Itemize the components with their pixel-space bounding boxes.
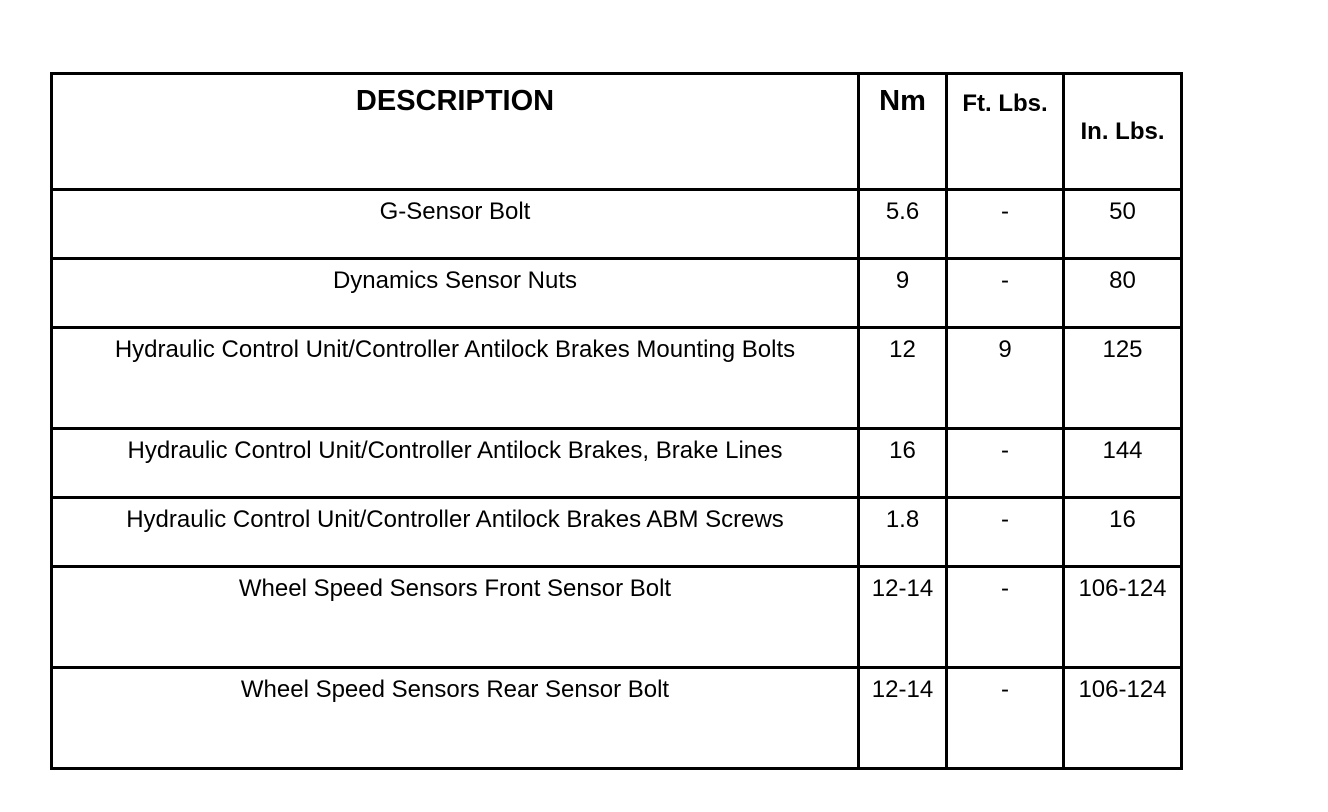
- cell-nm: 9: [859, 259, 947, 328]
- cell-in-lbs: 106-124: [1064, 567, 1182, 668]
- cell-in-lbs: 80: [1064, 259, 1182, 328]
- cell-nm: 12-14: [859, 567, 947, 668]
- cell-nm: 16: [859, 429, 947, 498]
- table-row: [52, 190, 1182, 259]
- torque-spec-table: [50, 72, 1183, 770]
- cell-description: Hydraulic Control Unit/Controller Antilock Brakes, Brake Lines: [52, 429, 859, 498]
- table-header-row: [52, 74, 1182, 190]
- cell-ft-lbs: 9: [947, 328, 1064, 429]
- cell-description: Wheel Speed Sensors Front Sensor Bolt: [52, 567, 859, 668]
- table-row: [52, 668, 1182, 769]
- header-ft-lbs: Ft. Lbs.: [947, 74, 1064, 190]
- cell-ft-lbs: -: [947, 668, 1064, 769]
- cell-description: G-Sensor Bolt: [52, 190, 859, 259]
- cell-in-lbs: 16: [1064, 498, 1182, 567]
- table-row: [52, 498, 1182, 567]
- cell-ft-lbs: -: [947, 498, 1064, 567]
- table-row: [52, 567, 1182, 668]
- cell-in-lbs: 50: [1064, 190, 1182, 259]
- cell-description: Dynamics Sensor Nuts: [52, 259, 859, 328]
- header-description: DESCRIPTION: [52, 74, 859, 190]
- header-nm: Nm: [859, 74, 947, 190]
- cell-ft-lbs: -: [947, 429, 1064, 498]
- cell-in-lbs: 125: [1064, 328, 1182, 429]
- table-row: [52, 328, 1182, 429]
- header-in-lbs: In. Lbs.: [1064, 74, 1182, 190]
- cell-ft-lbs: -: [947, 567, 1064, 668]
- table-row: [52, 429, 1182, 498]
- cell-description: Hydraulic Control Unit/Controller Antilock Brakes Mounting Bolts: [52, 328, 859, 429]
- cell-ft-lbs: -: [947, 190, 1064, 259]
- cell-in-lbs: 144: [1064, 429, 1182, 498]
- cell-nm: 1.8: [859, 498, 947, 567]
- cell-nm: 5.6: [859, 190, 947, 259]
- cell-ft-lbs: -: [947, 259, 1064, 328]
- cell-nm: 12: [859, 328, 947, 429]
- cell-description: Wheel Speed Sensors Rear Sensor Bolt: [52, 668, 859, 769]
- table-row: [52, 259, 1182, 328]
- cell-in-lbs: 106-124: [1064, 668, 1182, 769]
- cell-nm: 12-14: [859, 668, 947, 769]
- cell-description: Hydraulic Control Unit/Controller Antilock Brakes ABM Screws: [52, 498, 859, 567]
